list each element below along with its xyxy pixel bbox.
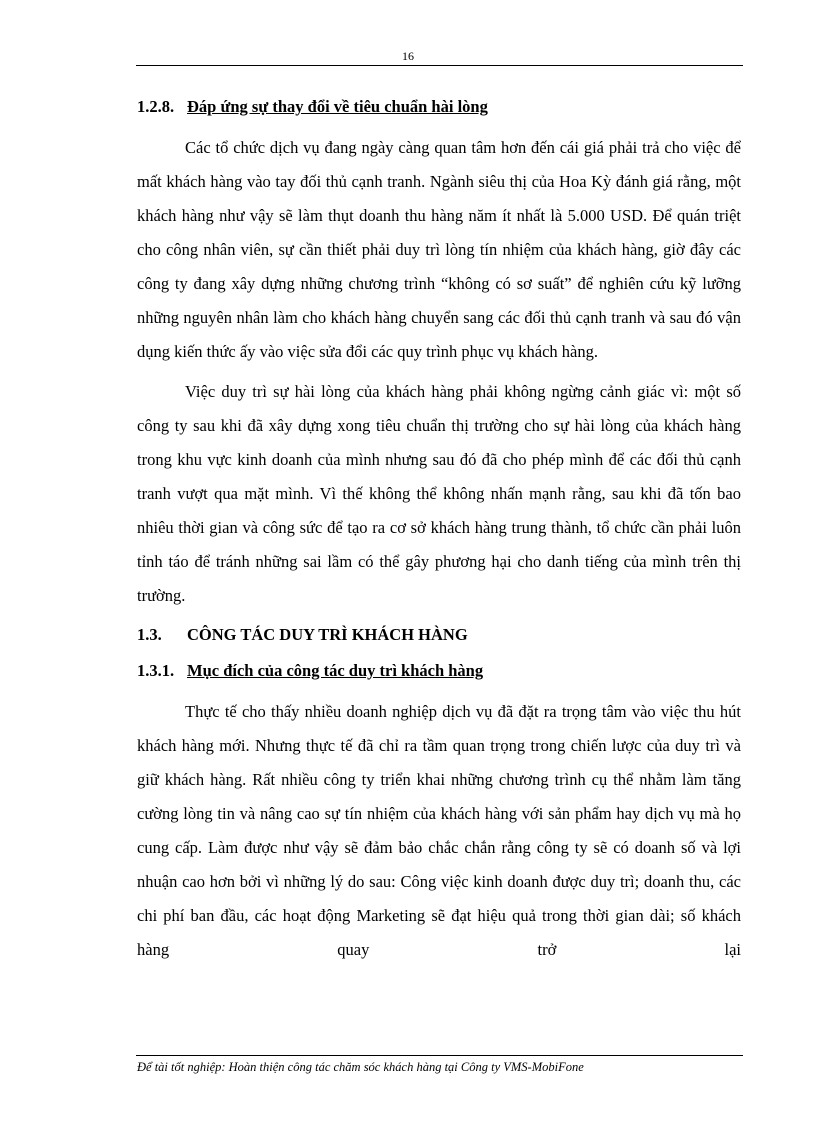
page-number: 16 xyxy=(402,49,414,63)
heading-title: Đáp ứng sự thay đổi về tiêu chuẩn hài lòng xyxy=(187,97,488,116)
heading-1-3-1 xyxy=(137,655,741,687)
footer-rule xyxy=(136,1055,743,1056)
paragraph: Thực tế cho thấy nhiều doanh nghiệp dịch vụ đã đặt ra trọng tâm vào việc thu hút khách hàng mới. Nhưng thực tế đã chỉ ra tầm quan trọng trong chiến lược của duy trì và giữ khách hàng. Rất nhiều công ty triển khai những chương trình cụ thể nhằm làm tăng cường lòng tin và nâng cao sự tín nhiệm của khách hàng với sản phẩm hay dịch vụ mà họ cung cấp. Làm được như vậy sẽ đảm bảo chắc chắn rằng công ty sẽ có doanh số và lợi nhuận cao hơn bởi vì những lý do sau: Công việc kinh doanh được duy trì; doanh thu, các chi phí ban đầu, các hoạt động Marketing sẽ đạt hiệu quả trong thời gian dài; số khách hàng quay trở lại xyxy=(137,702,741,959)
heading-number: 1.3.1. xyxy=(137,661,175,680)
heading-title: CÔNG TÁC DUY TRÌ KHÁCH HÀNG xyxy=(187,625,468,644)
paragraph: Các tổ chức dịch vụ đang ngày càng quan tâm hơn đến cái giá phải trả cho việc để mất khách hàng vào tay đối thủ cạnh tranh. Ngành siêu thị của Hoa Kỳ đánh giá rằng, một khách hàng như vậy sẽ làm thụt doanh thu hàng năm ít nhất là 5.000 USD. Để quán triệt cho công nhân viên, sự cần thiết phải duy trì lòng tín nhiệm của khách hàng, giờ đây các công ty đang xây dựng những chương trình “không có sơ suất” để nghiên cứu kỹ lưỡng những nguyên nhân làm cho khách hàng chuyển sang các đối thủ cạnh tranh và sau đó vận dụng kiến thức ấy vào việc sửa đổi các quy trình phục vụ khách hàng. xyxy=(137,138,741,361)
heading-title: Mục đích của công tác duy trì khách hàng xyxy=(187,661,484,680)
heading-number: 1.2.8. xyxy=(137,97,175,116)
heading-1-3 xyxy=(137,619,741,651)
heading-number: 1.3. xyxy=(137,625,162,644)
document-body xyxy=(137,91,741,967)
footer-text: Để tài tốt nghiệp: Hoàn thiện công tác chăm sóc khách hàng tại Công ty VMS-MobiFone xyxy=(137,1060,584,1074)
paragraph: Việc duy trì sự hài lòng của khách hàng phải không ngừng cảnh giác vì: một số công ty sau khi đã xây dựng xong tiêu chuẩn thị trường cho sự hài lòng của khách hàng trong khu vực kinh doanh của mình nhưng sau đó đã cho phép mình để các đối thủ cạnh tranh vượt qua mặt mình. Vì thế không thể không nhấn mạnh rằng, sau khi đã tốn bao nhiêu thời gian và công sức để tạo ra cơ sở khách hàng trung thành, tổ chức cần phải luôn tỉnh táo để tránh những sai lầm có thể gây phương hại cho danh tiếng của mình trên thị trường. xyxy=(137,382,741,605)
heading-1-2-8 xyxy=(137,91,741,123)
header-rule xyxy=(136,65,743,66)
